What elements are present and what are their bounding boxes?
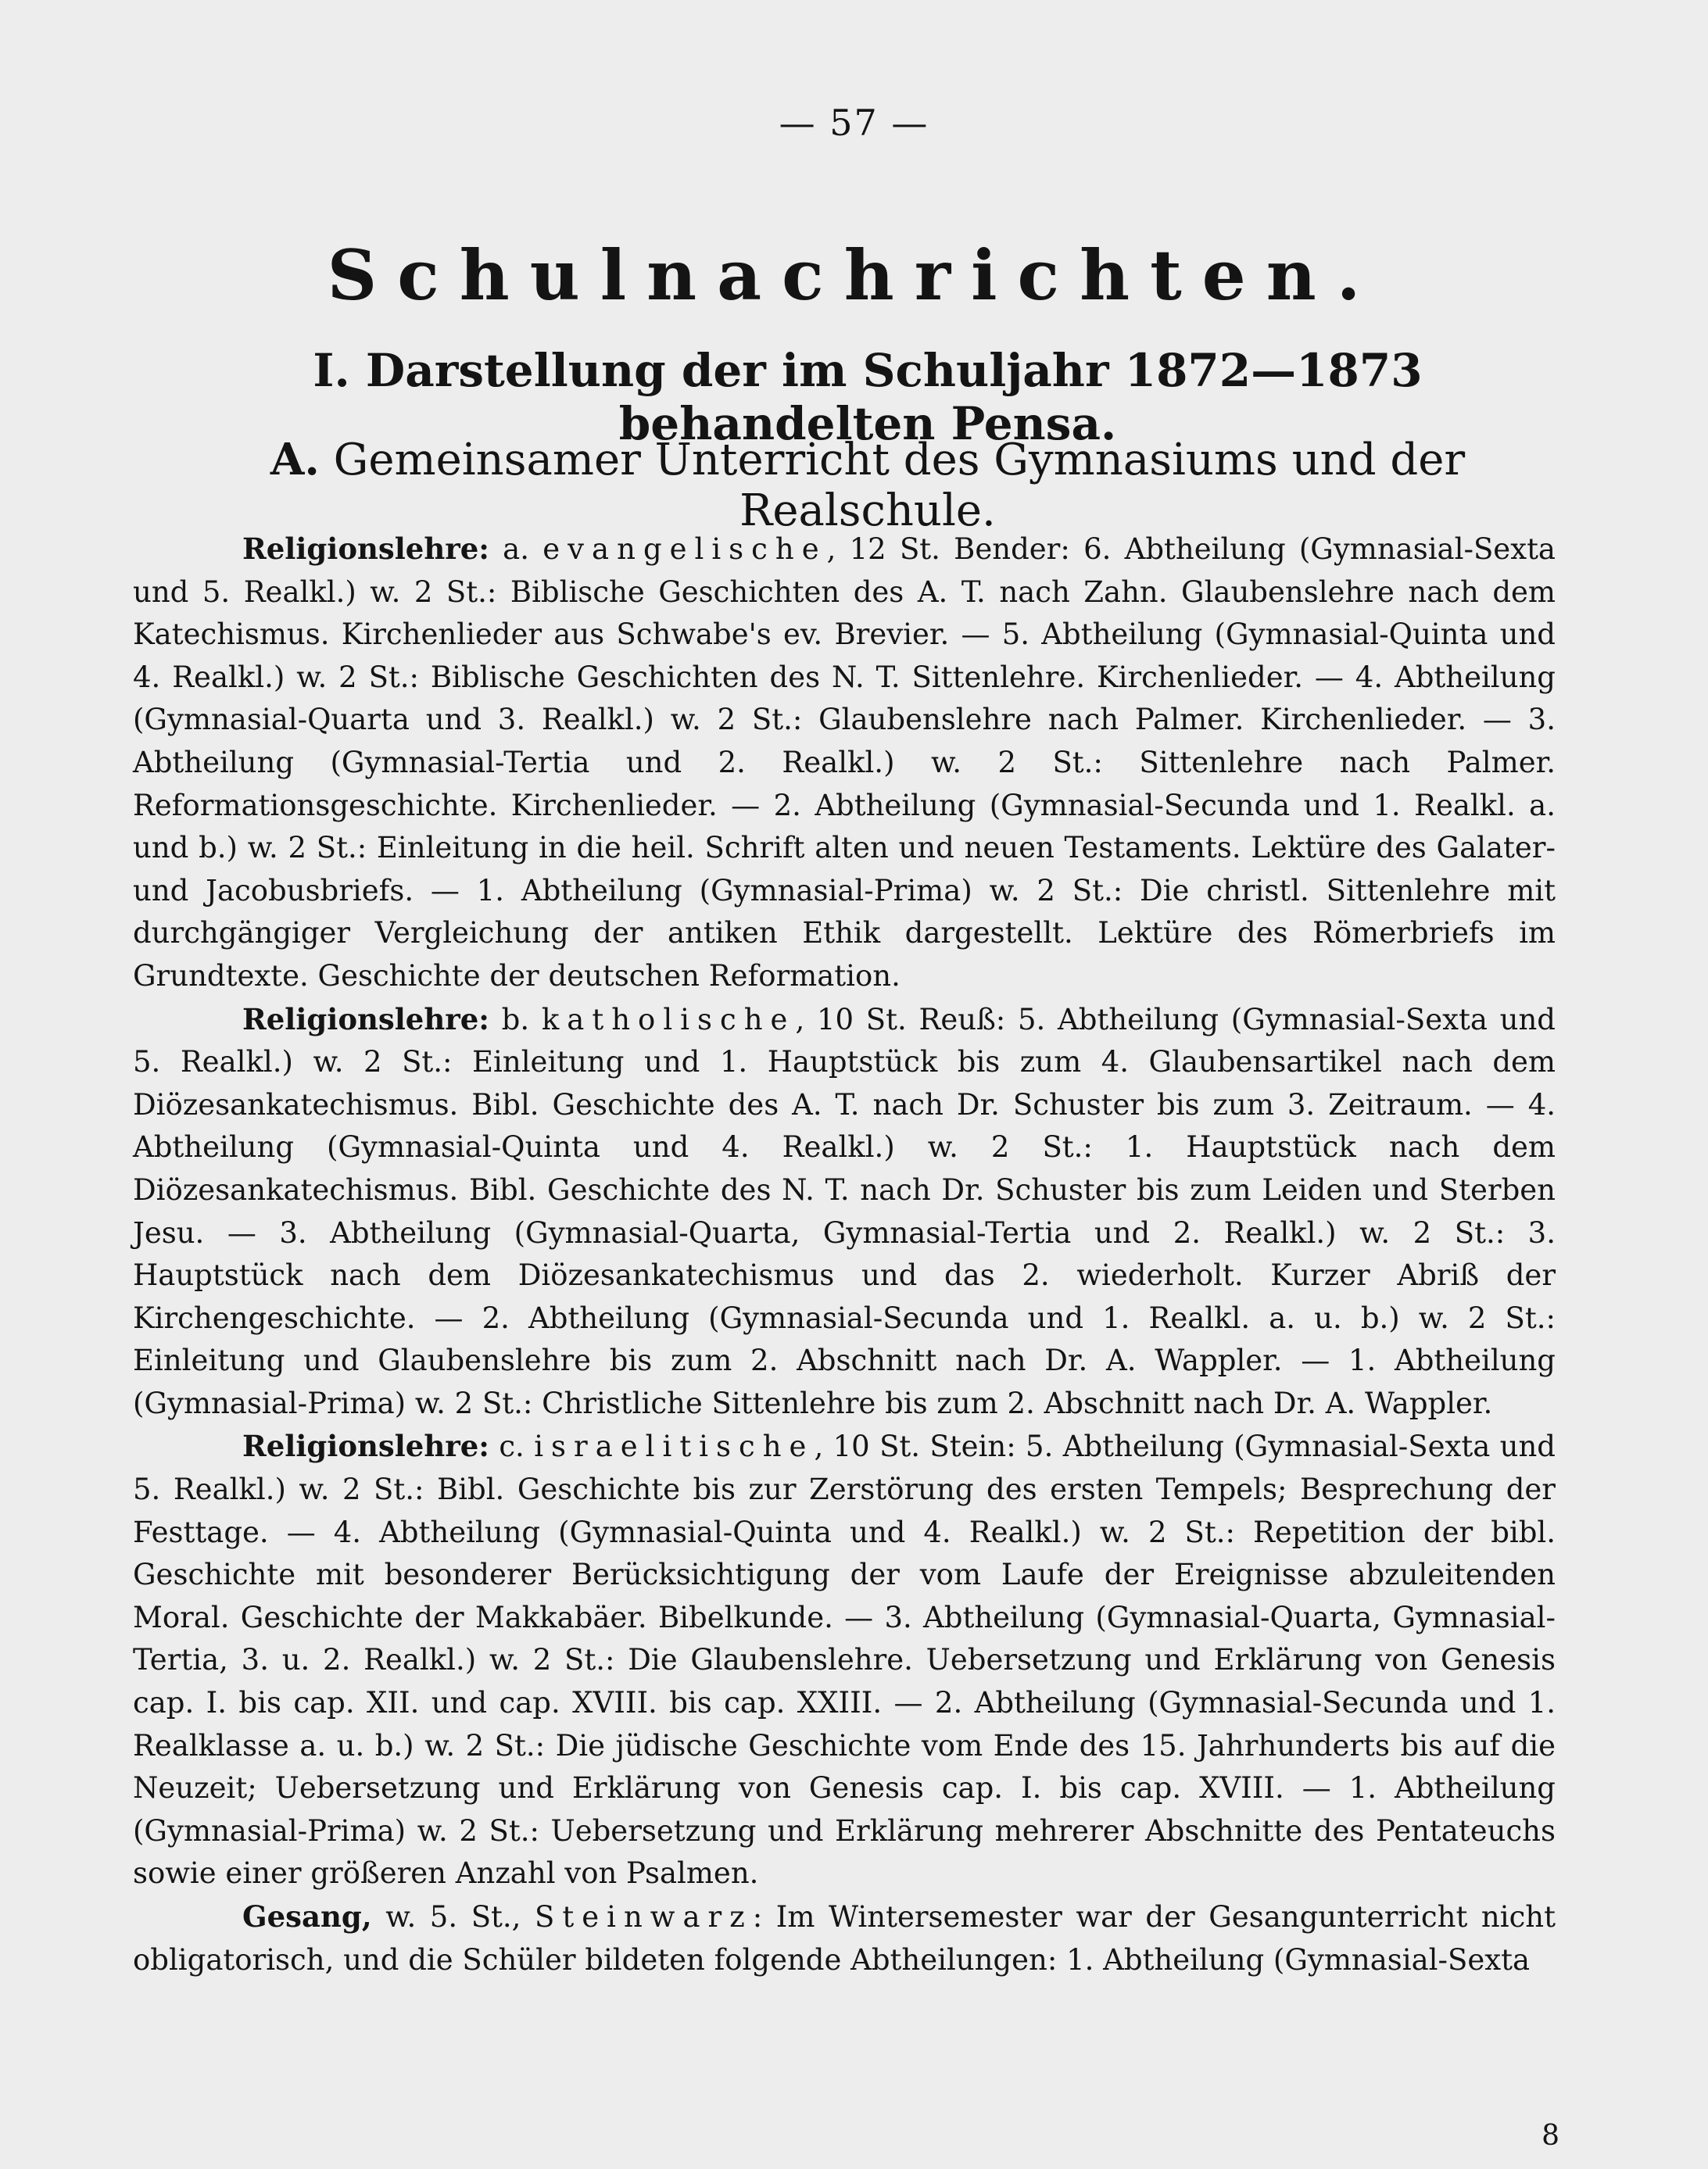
denomination-label: katholische <box>541 1002 796 1036</box>
paragraph-text: , 10 St. Stein: 5. Abtheilung (Gymnasial-Sexta und 5. Realkl.) w. 2 St.: Bibl. Geschichte bis zur Zerstörung des ersten Tempels; Besprechung der Festtage. — 4. Abtheilung (Gymnasial-Quinta und 4. Realkl.) w. 2 St.: Repetition der bibl. Geschichte mit besonderer Berücksichtigung der vom Laufe der Ereignisse abzuleitenden Moral. Geschichte der Makkabäer. Bibelkunde. — 3. Abtheilung (Gymnasial-Quarta, Gymnasial-Tertia, 3. u. 2. Realkl.) w. 2 St.: Die Glaubenslehre. Uebersetzung und Erklärung von Genesis cap. I. bis cap. XII. und cap. XVIII. bis cap. XXIII. — 2. Abtheilung (Gymnasial-Secunda und 1. Realklasse a. u. b.) w. 2 St.: Die jüdische Geschichte vom Ende des 15. Jahrhunderts bis auf die Neuzeit; Uebersetzung und Erklärung von Genesis cap. I. bis cap. XVIII. — 1. Abtheilung (Gymnasial-Prima) w. 2 St.: Uebersetzung und Erklärung mehrerer Abschnitte des Pentateuchs sowie einer größeren Anzahl von Psalmen. <box>133 1430 1556 1891</box>
subsection-heading <box>219 434 1516 536</box>
paragraph-religion-evangelical <box>133 528 1556 998</box>
subject-label: Religionslehre: <box>242 532 489 566</box>
paragraph-religion-catholic <box>133 998 1556 1426</box>
paragraph-singing <box>133 1895 1556 1981</box>
paragraph-lead: c. <box>489 1430 535 1464</box>
body-text <box>133 528 1556 1981</box>
subject-label: Religionslehre: <box>242 1001 489 1036</box>
denomination-label: israelitische <box>534 1430 815 1464</box>
subject-label: Gesang, <box>242 1899 372 1934</box>
teacher-name: Steinwarz <box>535 1900 753 1934</box>
subject-label: Religionslehre: <box>242 1429 489 1464</box>
paragraph-text: : Im Wintersemester war der Gesangunterricht nicht obligatorisch, und die Schüler bildeten folgende Abtheilungen: 1. Abtheilung (Gymnasial-Sexta <box>133 1900 1556 1977</box>
subsection-letter: A. <box>270 434 320 485</box>
section-heading: I. Darstellung der im Schuljahr 1872—1873 behandelten Pensa. <box>313 344 1423 450</box>
page-title: Schulnachrichten. <box>327 234 1381 316</box>
paragraph-text: , 10 St. Reuß: 5. Abtheilung (Gymnasial-Sexta und 5. Realkl.) w. 2 St.: Einleitung und 1. Hauptstück bis zum 4. Glaubensartikel nach dem Diözesankatechismus. Bibl. Geschichte des A. T. nach Dr. Schuster bis zum 3. Zeitraum. — 4. Abtheilung (Gymnasial-Quinta und 4. Realkl.) w. 2 St.: 1. Hauptstück nach dem Diözesankatechismus. Bibl. Geschichte des N. T. nach Dr. Schuster bis zum Leiden und Sterben Jesu. — 3. Abtheilung (Gymnasial-Quarta, Gymnasial-Tertia und 2. Realkl.) w. 2 St.: 3. Hauptstück nach dem Diözesankatechismus und das 2. wiederholt. Kurzer Abriß der Kirchengeschichte. — 2. Abtheilung (Gymnasial-Secunda und 1. Realkl. a. u. b.) w. 2 St.: Einleitung und Glaubenslehre bis zum 2. Abschnitt nach Dr. A. Wappler. — 1. Abtheilung (Gymnasial-Prima) w. 2 St.: Christliche Sittenlehre bis zum 2. Abschnitt nach Dr. A. Wappler. <box>133 1002 1556 1420</box>
paragraph-lead: w. 5. St., <box>371 1900 535 1934</box>
page-number: — 57 — <box>779 102 929 144</box>
paragraph-text: , 12 St. Bender: 6. Abtheilung (Gymnasial-Sexta und 5. Realkl.) w. 2 St.: Biblische Geschichten des A. T. nach Zahn. Glaubenslehre nach dem Katechismus. Kirchenlieder aus Schwabe's ev. Brevier. — 5. Abtheilung (Gymnasial-Quinta und 4. Realkl.) w. 2 St.: Biblische Geschichten des N. T. Sittenlehre. Kirchenlieder. — 4. Abtheilung (Gymnasial-Quarta und 3. Realkl.) w. 2 St.: Glaubenslehre nach Palmer. Kirchenlieder. — 3. Abtheilung (Gymnasial-Tertia und 2. Realkl.) w. 2 St.: Sittenlehre nach Palmer. Reformationsgeschichte. Kirchenlieder. — 2. Abtheilung (Gymnasial-Secunda und 1. Realkl. a. und b.) w. 2 St.: Einleitung in die heil. Schrift alten und neuen Testaments. Lektüre des Galater- und Jacobusbriefs. — 1. Abtheilung (Gymnasial-Prima) w. 2 St.: Die christl. Sittenlehre mit durchgängiger Vergleichung der antiken Ethik dargestellt. Lektüre des Römerbriefs im Grundtexte. Geschichte der deutschen Reformation. <box>133 532 1556 993</box>
paragraph-lead: a. <box>489 532 543 566</box>
paragraph-lead: b. <box>489 1002 542 1036</box>
paragraph-religion-israelite <box>133 1425 1556 1895</box>
signature-mark: 8 <box>1541 2120 1559 2152</box>
subsection-text: Gemeinsamer Unterricht des Gymnasiums und der Realschule. <box>333 435 1466 536</box>
denomination-label: evangelische <box>542 532 827 566</box>
